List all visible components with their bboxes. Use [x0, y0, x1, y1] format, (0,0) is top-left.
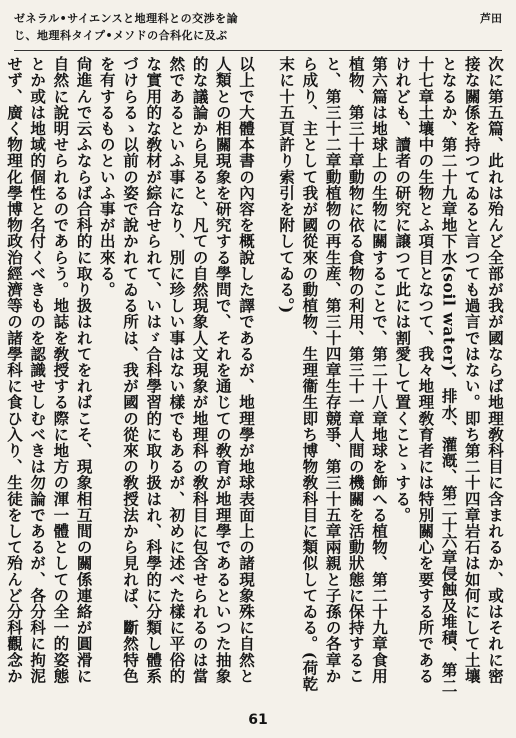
running-header — [14, 10, 502, 46]
paragraph: 第六篇は地球上の生物に關することで、第二十八章地球を飾へる植物、第二十九章食用植物、第三十章動物に依る食物の利用、第三十一章人間の機關を活動狀態に保持すること、第三十二章動植物の再生産、第三十四章生存競爭、第三十五章兩親と子孫の各章から成り、主として我が國從來の動植物、生理衞生即ち博物敎科目に類似してゐる。(荷乾末に十五頁許り索引を附してゐる。) — [277, 56, 389, 692]
header-title-line-2: じ、地理科タイプ•メソドの合科化に及ぶ — [14, 29, 228, 42]
page-number: 61 — [248, 712, 268, 728]
header-author: 芦田 — [480, 12, 502, 25]
paragraph: 以上で大體本書の內容を概說した譯であるが、地理學が地球表面上の諸現象殊に自然と人類との相關現象を研究する學問で、それを通じての敎育が地理學であるといつた抽象的な議論から見ると、凡ての自然現象人文現象が地理科の敎科目に包含せられるのは當然であるといふ事になり、別に珍しい事はない樣でもあるが、初めに述べた樣に平俗的な實用的な敎材が綜合せられて、いはゞ合科學習的に取り扱はれ、科學的に分類し體系づけらるゝ以前の姿で說かれてゐる所は、我が國の從來の敎授法から見れば、斷然特色を有するものといふ事が出來る。 — [97, 56, 256, 684]
right-text-block — [277, 56, 507, 696]
header-rule — [14, 50, 502, 51]
left-text-block — [4, 56, 258, 696]
paragraph: 次に第五篇、此れは殆んど全部が我が國ならば地理敎科目に含まれるか、或はそれに密接な關係を持つてゐると言つても過言ではない。即ち第二十四章岩石は如何にして土壤となるか、第二十九章地下水(soil water)、排水、灌漑、第二十六章侵蝕及堆積、第二十七章土壤中の生物とふ項目となつて、我々地理敎育者には特別關心を要する所であるけれども、讀者の研究に譲つて此には割愛して置くことゝする。 — [393, 56, 505, 694]
paragraph: 尙進んで云ふならば合科的に取り扱はれてをればこそ、現象相互間の關係連絡が圓滑に自然に說明せられるのであらう。地誌を敎授する際に地方の渾一體としての全一的姿態とか或は地域的個性と名付くべきものを認識せしむべきは勿論であるが、各分科に拘泥せず、廣く物理化學博物政治經濟等の諸學科に食ひ入り、生徒をして殆んど分科觀念か — [4, 56, 94, 684]
header-title-line-1: ゼネラル•サイエンスと地理科との交渉を論 — [14, 12, 239, 25]
